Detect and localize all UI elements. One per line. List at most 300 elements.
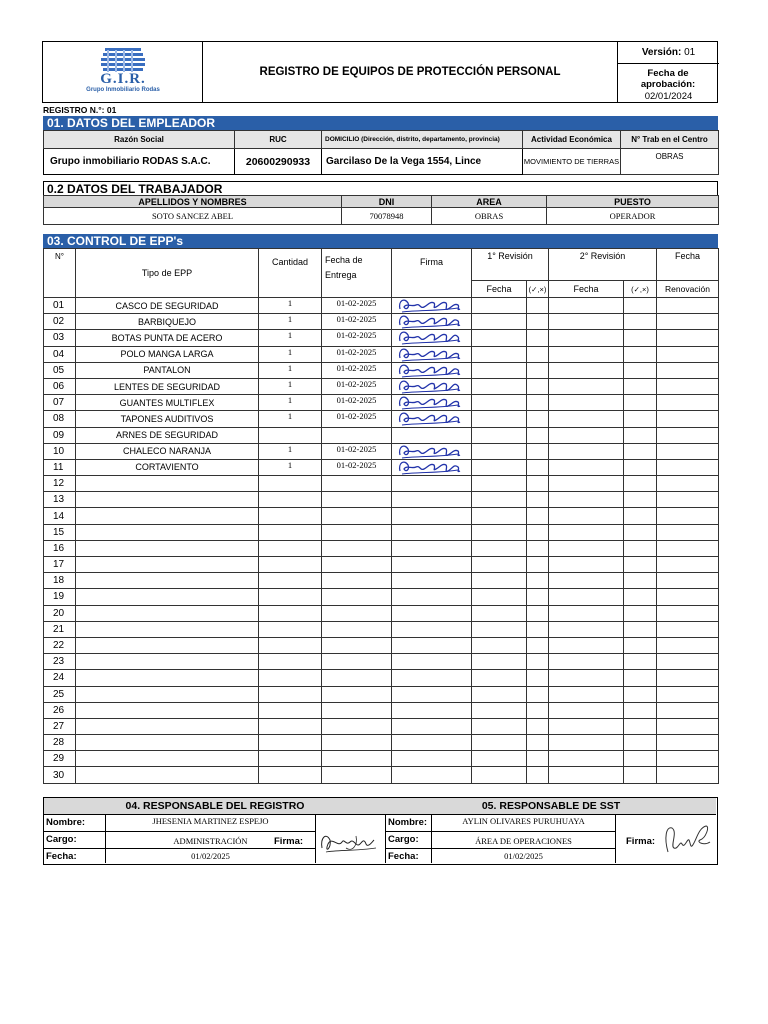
epp-row-tipo: [76, 589, 259, 605]
epp-row-tipo: CORTAVIENTO: [76, 459, 259, 475]
epp-row-tipo: ARNES DE SEGURIDAD: [76, 427, 259, 443]
epp-row-fecha: 01-02-2025: [322, 378, 392, 394]
epp-row-cantidad: [259, 767, 322, 783]
epp-row-firma: [392, 459, 472, 475]
epp-row: [44, 395, 719, 411]
company-logo: [43, 42, 203, 102]
epp-row-rev2-check: [624, 330, 657, 346]
epp-row-tipo: [76, 540, 259, 556]
epp-row-rev2-check: [624, 654, 657, 670]
epp-row-rev1-fecha: [472, 605, 527, 621]
epp-row-rev2-fecha: [549, 346, 624, 362]
epp-row-rev2-check: [624, 508, 657, 524]
value-puesto: OPERADOR: [547, 208, 719, 225]
header-puesto: PUESTO: [547, 196, 719, 208]
epp-row-rev2-fecha: [549, 637, 624, 653]
header-tipo: Tipo de EPP: [76, 249, 259, 298]
epp-row: [44, 346, 719, 362]
epp-row-rev1-fecha: [472, 540, 527, 556]
epp-row-fecha: [322, 751, 392, 767]
epp-row-firma: [392, 476, 472, 492]
epp-row-rev2-check: [624, 443, 657, 459]
epp-row-fecha: [322, 686, 392, 702]
epp-row-rev2-fecha: [549, 621, 624, 637]
epp-row-rev2-check: [624, 540, 657, 556]
epp-row-rev1-fecha: [472, 298, 527, 314]
epp-row: [44, 718, 719, 734]
epp-row: [44, 443, 719, 459]
epp-row-rev2-check: [624, 492, 657, 508]
epp-row-fecha: [322, 476, 392, 492]
epp-row-rev1-check: [527, 427, 549, 443]
epp-row-rev2-fecha: [549, 686, 624, 702]
epp-row-number: 20: [44, 605, 76, 621]
epp-row-renovacion: [657, 508, 719, 524]
epp-row-rev2-fecha: [549, 314, 624, 330]
epp-row-rev2-check: [624, 557, 657, 573]
epp-row-rev1-fecha: [472, 492, 527, 508]
approval-date: 02/01/2024: [644, 91, 693, 102]
epp-row-cantidad: [259, 735, 322, 751]
epp-row-cantidad: [259, 751, 322, 767]
epp-row-rev1-fecha: [472, 459, 527, 475]
version-box: [617, 42, 718, 102]
epp-row-fecha: 01-02-2025: [322, 459, 392, 475]
epp-row-fecha: 01-02-2025: [322, 362, 392, 378]
epp-row-firma: [392, 735, 472, 751]
epp-row-rev1-check: [527, 751, 549, 767]
epp-row-rev2-check: [624, 362, 657, 378]
epp-row-cantidad: [259, 686, 322, 702]
epp-row-number: 15: [44, 524, 76, 540]
epp-row-firma: [392, 767, 472, 783]
epp-row-firma: [392, 670, 472, 686]
epp-row-rev1-fecha: [472, 735, 527, 751]
epp-row-renovacion: [657, 476, 719, 492]
epp-row-rev1-fecha: [472, 670, 527, 686]
epp-row-renovacion: [657, 378, 719, 394]
epp-row-tipo: GUANTES MULTIFLEX: [76, 395, 259, 411]
epp-row-number: 25: [44, 686, 76, 702]
epp-row-fecha: [322, 508, 392, 524]
epp-row-rev2-fecha: [549, 508, 624, 524]
epp-row-number: 10: [44, 443, 76, 459]
epp-row-rev1-check: [527, 605, 549, 621]
epp-row: [44, 621, 719, 637]
epp-row-rev2-check: [624, 459, 657, 475]
epp-row-renovacion: [657, 443, 719, 459]
epp-row-number: 02: [44, 314, 76, 330]
approval-label: Fecha de aprobación:: [640, 68, 696, 90]
epp-row-tipo: [76, 702, 259, 718]
epp-row-rev2-check: [624, 767, 657, 783]
epp-row-renovacion: [657, 346, 719, 362]
epp-row-rev1-check: [527, 378, 549, 394]
epp-row-cantidad: [259, 589, 322, 605]
epp-row-cantidad: 1: [259, 362, 322, 378]
epp-row-number: 18: [44, 573, 76, 589]
epp-row-rev2-check: [624, 605, 657, 621]
epp-row-cantidad: [259, 654, 322, 670]
header-rev1: 1° Revisión: [472, 249, 549, 281]
value-domicilio: Garcilaso De la Vega 1554, Lince: [322, 149, 523, 175]
epp-row-rev1-fecha: [472, 686, 527, 702]
epp-row-tipo: [76, 637, 259, 653]
sst-firma-label: Firma:: [626, 836, 656, 847]
signature-icon: [396, 457, 468, 477]
epp-row: [44, 508, 719, 524]
epp-row-tipo: [76, 524, 259, 540]
epp-row-rev1-check: [527, 443, 549, 459]
epp-row-cantidad: 1: [259, 346, 322, 362]
epp-row: [44, 573, 719, 589]
epp-row-rev1-check: [527, 589, 549, 605]
epp-row-tipo: [76, 654, 259, 670]
epp-row-renovacion: [657, 298, 719, 314]
epp-row-firma: [392, 589, 472, 605]
epp-row-rev2-check: [624, 637, 657, 653]
epp-row-number: 08: [44, 411, 76, 427]
epp-row-rev1-fecha: [472, 621, 527, 637]
epp-row: [44, 524, 719, 540]
registro-value: 01: [106, 105, 117, 115]
epp-row-tipo: POLO MANGA LARGA: [76, 346, 259, 362]
epp-rows: [44, 298, 719, 784]
epp-row-rev1-check: [527, 637, 549, 653]
registro-label: REGISTRO N.°:: [43, 105, 105, 115]
epp-row-rev2-check: [624, 670, 657, 686]
epp-row-tipo: [76, 718, 259, 734]
epp-row-number: 19: [44, 589, 76, 605]
responsable-sst-title: 05. RESPONSABLE DE SST: [386, 798, 716, 815]
epp-row-tipo: [76, 476, 259, 492]
epp-row-number: 24: [44, 670, 76, 686]
epp-row-renovacion: [657, 459, 719, 475]
epp-row-renovacion: [657, 362, 719, 378]
epp-row-number: 26: [44, 702, 76, 718]
epp-row-cantidad: [259, 718, 322, 734]
epp-row-rev2-check: [624, 476, 657, 492]
epp-row-fecha: 01-02-2025: [322, 395, 392, 411]
epp-row-rev1-check: [527, 670, 549, 686]
epp-row-rev1-check: [527, 524, 549, 540]
epp-row-renovacion: [657, 637, 719, 653]
epp-row-number: 01: [44, 298, 76, 314]
header-rev2: 2° Revisión: [549, 249, 657, 281]
epp-row-rev1-check: [527, 735, 549, 751]
header-fecha-entrega: Fecha de Entrega: [322, 249, 392, 298]
document-title: REGISTRO DE EQUIPOS DE PROTECCIÓN PERSONAL: [259, 66, 561, 78]
reg-firma-label: Firma:: [274, 836, 304, 847]
epp-row-fecha: [322, 492, 392, 508]
epp-row-rev2-fecha: [549, 459, 624, 475]
section-epp-title: 03. CONTROL DE EPP's: [43, 234, 718, 248]
epp-row-fecha: [322, 573, 392, 589]
header-apellidos: APELLIDOS Y NOMBRES: [44, 196, 342, 208]
epp-row-rev1-check: [527, 459, 549, 475]
sst-nombre-label: Nombre:: [386, 815, 431, 832]
version-value: 01: [684, 47, 696, 58]
epp-row-rev2-fecha: [549, 524, 624, 540]
value-razon-social: Grupo inmobiliario RODAS S.A.C.: [44, 149, 235, 175]
header-ruc: RUC: [235, 131, 322, 149]
epp-row-number: 11: [44, 459, 76, 475]
epp-row-firma: [392, 605, 472, 621]
epp-row-rev2-check: [624, 702, 657, 718]
header-num: N°: [44, 249, 76, 298]
epp-row-rev2-fecha: [549, 476, 624, 492]
epp-row: [44, 686, 719, 702]
epp-row-rev1-fecha: [472, 654, 527, 670]
epp-row-rev2-check: [624, 346, 657, 362]
epp-row-firma: [392, 508, 472, 524]
epp-row-number: 16: [44, 540, 76, 556]
epp-row-rev1-fecha: [472, 751, 527, 767]
epp-row-firma: [392, 557, 472, 573]
epp-row-fecha: [322, 670, 392, 686]
header-renovacion: Renovación: [657, 281, 719, 298]
epp-row-fecha: 01-02-2025: [322, 330, 392, 346]
epp-row: [44, 476, 719, 492]
epp-row-rev1-check: [527, 540, 549, 556]
epp-row-fecha: [322, 767, 392, 783]
epp-row: [44, 427, 719, 443]
epp-table: [43, 248, 718, 784]
epp-row-renovacion: [657, 492, 719, 508]
epp-row-tipo: [76, 573, 259, 589]
epp-row-fecha: 01-02-2025: [322, 346, 392, 362]
epp-row-rev2-fecha: [549, 492, 624, 508]
responsable-registro-title: 04. RESPONSABLE DEL REGISTRO: [44, 798, 386, 815]
epp-row-number: 03: [44, 330, 76, 346]
epp-row-fecha: [322, 637, 392, 653]
epp-row-fecha: [322, 557, 392, 573]
epp-row-cantidad: 1: [259, 378, 322, 394]
epp-row-cantidad: [259, 557, 322, 573]
epp-row-tipo: [76, 767, 259, 783]
epp-row-rev1-check: [527, 686, 549, 702]
epp-row-rev2-check: [624, 735, 657, 751]
epp-row-rev1-check: [527, 330, 549, 346]
reg-signature-icon: [316, 818, 384, 862]
epp-row-rev1-check: [527, 621, 549, 637]
epp-row-firma: [392, 621, 472, 637]
epp-row-rev1-check: [527, 314, 549, 330]
epp-row-tipo: CASCO DE SEGURIDAD: [76, 298, 259, 314]
responsables-box: [43, 797, 718, 865]
epp-row: [44, 637, 719, 653]
epp-row: [44, 362, 719, 378]
epp-row-rev2-fecha: [549, 395, 624, 411]
epp-row-rev1-fecha: [472, 314, 527, 330]
epp-row-number: 29: [44, 751, 76, 767]
trabajador-table: [43, 195, 718, 225]
epp-row-rev1-check: [527, 346, 549, 362]
header-num-trab: N° Trab en el Centro: [621, 131, 719, 149]
epp-row-fecha: [322, 540, 392, 556]
epp-row-fecha: [322, 702, 392, 718]
epp-row-rev2-check: [624, 298, 657, 314]
epp-row-rev2-check: [624, 573, 657, 589]
value-actividad: MOVIMIENTO DE TIERRAS: [523, 149, 621, 175]
epp-row-number: 06: [44, 378, 76, 394]
epp-row-fecha: [322, 735, 392, 751]
epp-row-tipo: TAPONES AUDITIVOS: [76, 411, 259, 427]
sst-signature-icon: [620, 818, 716, 862]
version-row: [618, 42, 719, 64]
epp-row: [44, 557, 719, 573]
sst-labels: [386, 815, 432, 863]
epp-row-number: 14: [44, 508, 76, 524]
epp-row-fecha: [322, 589, 392, 605]
epp-row-tipo: BARBIQUEJO: [76, 314, 259, 330]
epp-row-rev2-fecha: [549, 330, 624, 346]
value-dni: 70078948: [342, 208, 432, 225]
header-fecha-ren: Fecha: [657, 249, 719, 281]
epp-row-firma: [392, 411, 472, 427]
responsable-sst: [386, 798, 716, 863]
version-label: Versión:: [641, 47, 682, 58]
epp-row-tipo: CHALECO NARANJA: [76, 443, 259, 459]
epp-row-fecha: [322, 524, 392, 540]
epp-row: [44, 378, 719, 394]
epp-row-tipo: [76, 508, 259, 524]
epp-row: [44, 540, 719, 556]
epp-row-renovacion: [657, 395, 719, 411]
epp-row-firma: [392, 540, 472, 556]
sst-fecha: 01/02/2025: [504, 851, 543, 861]
epp-row-renovacion: [657, 427, 719, 443]
reg-fecha-label: Fecha:: [46, 851, 77, 862]
logo-text: G.I.R.: [100, 71, 146, 87]
sst-cargo: ÁREA DE OPERACIONES: [432, 832, 615, 849]
epp-row-rev1-fecha: [472, 524, 527, 540]
epp-row: [44, 492, 719, 508]
epp-row-rev2-fecha: [549, 735, 624, 751]
epp-row: [44, 314, 719, 330]
responsable-registro: [44, 798, 386, 863]
registro-number: [43, 105, 116, 115]
epp-row-rev2-check: [624, 411, 657, 427]
epp-row-number: 23: [44, 654, 76, 670]
epp-row-rev2-fecha: [549, 411, 624, 427]
epp-row-rev2-fecha: [549, 718, 624, 734]
epp-row-firma: [392, 637, 472, 653]
epp-row-rev1-check: [527, 362, 549, 378]
header-dni: DNI: [342, 196, 432, 208]
reg-cargo: ADMINISTRACIÓN: [106, 832, 315, 849]
epp-row-number: 07: [44, 395, 76, 411]
epp-row-firma: [392, 654, 472, 670]
epp-row-rev2-check: [624, 524, 657, 540]
epp-row-cantidad: [259, 670, 322, 686]
epp-row-number: 13: [44, 492, 76, 508]
epp-row-rev1-check: [527, 557, 549, 573]
epp-row-fecha: [322, 427, 392, 443]
epp-row-rev1-fecha: [472, 573, 527, 589]
epp-row: [44, 459, 719, 475]
epp-row-rev2-fecha: [549, 702, 624, 718]
epp-row-tipo: [76, 735, 259, 751]
epp-row-firma: [392, 686, 472, 702]
epp-row-rev1-fecha: [472, 557, 527, 573]
epp-row-renovacion: [657, 735, 719, 751]
epp-row-rev1-fecha: [472, 637, 527, 653]
epp-row-cantidad: [259, 492, 322, 508]
epp-row-renovacion: [657, 573, 719, 589]
reg-fecha: 01/02/2025: [191, 851, 230, 861]
epp-row-rev2-fecha: [549, 605, 624, 621]
epp-row-rev1-fecha: [472, 767, 527, 783]
epp-row-rev2-fecha: [549, 589, 624, 605]
epp-row-cantidad: [259, 540, 322, 556]
epp-row-firma: [392, 751, 472, 767]
epp-row: [44, 767, 719, 783]
logo-subtitle: Grupo Inmobiliario Rodas: [86, 87, 160, 93]
epp-row-rev1-check: [527, 654, 549, 670]
epp-row-rev2-fecha: [549, 751, 624, 767]
epp-row-rev1-fecha: [472, 443, 527, 459]
epp-row-rev1-fecha: [472, 476, 527, 492]
epp-row-rev2-fecha: [549, 378, 624, 394]
epp-row-number: 21: [44, 621, 76, 637]
header-cantidad: Cantidad: [259, 249, 322, 298]
epp-row-fecha: 01-02-2025: [322, 298, 392, 314]
sst-cargo-label: Cargo:: [386, 832, 431, 849]
epp-row-renovacion: [657, 767, 719, 783]
epp-row-cantidad: [259, 621, 322, 637]
sst-values: [432, 815, 616, 863]
epp-row-number: 04: [44, 346, 76, 362]
epp-row-rev1-fecha: [472, 346, 527, 362]
epp-row-rev2-check: [624, 686, 657, 702]
epp-row-cantidad: 1: [259, 395, 322, 411]
epp-row-number: 30: [44, 767, 76, 783]
section-empleador-title: 01. DATOS DEL EMPLEADOR: [43, 116, 718, 130]
epp-row-fecha: [322, 621, 392, 637]
epp-row-rev1-fecha: [472, 411, 527, 427]
epp-row-fecha: [322, 654, 392, 670]
epp-row-rev2-fecha: [549, 654, 624, 670]
epp-row-rev2-fecha: [549, 670, 624, 686]
signature-icon: [396, 408, 468, 428]
value-area: OBRAS: [432, 208, 547, 225]
epp-row: [44, 654, 719, 670]
header-area: AREA: [432, 196, 547, 208]
epp-row-rev1-fecha: [472, 330, 527, 346]
epp-row-rev2-fecha: [549, 427, 624, 443]
epp-row-renovacion: [657, 524, 719, 540]
sst-nombre: AYLIN OLIVARES PURUHUAYA: [432, 815, 615, 832]
epp-row-tipo: [76, 605, 259, 621]
epp-row-number: 09: [44, 427, 76, 443]
epp-row: [44, 411, 719, 427]
epp-row-rev2-check: [624, 589, 657, 605]
epp-row-rev1-fecha: [472, 508, 527, 524]
value-num-trab: OBRAS: [621, 149, 719, 175]
epp-row-rev1-check: [527, 767, 549, 783]
epp-row-firma: [392, 718, 472, 734]
epp-row-rev1-fecha: [472, 378, 527, 394]
epp-row-rev1-check: [527, 508, 549, 524]
epp-row-number: 12: [44, 476, 76, 492]
epp-row-number: 17: [44, 557, 76, 573]
epp-row-renovacion: [657, 654, 719, 670]
value-apellidos: SOTO SANCEZ ABEL: [44, 208, 342, 225]
epp-row-renovacion: [657, 621, 719, 637]
epp-row-rev1-fecha: [472, 589, 527, 605]
epp-row-firma: [392, 524, 472, 540]
